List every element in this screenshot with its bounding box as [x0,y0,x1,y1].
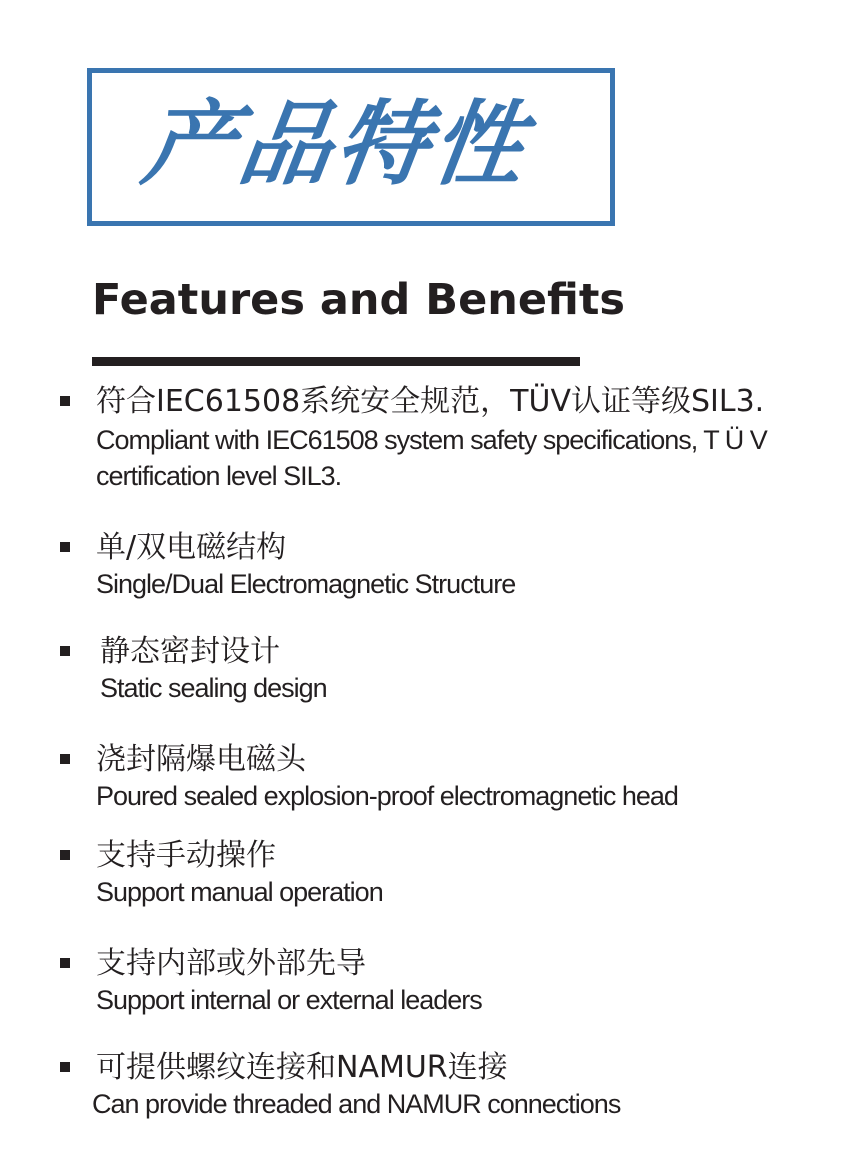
feature-cn-label: 浇封隔爆电磁头 [96,742,306,777]
bullet-icon [60,958,70,968]
bullet-icon [60,1062,70,1072]
title-box [87,68,615,226]
feature-cn-label: 单/双电磁结构 [96,530,287,565]
feature-en-label: Support internal or external leaders [96,985,482,1015]
title-underline [92,357,580,366]
feature-cn-label: 静态密封设计 [100,634,280,669]
feature-en-label: Static sealing design [100,673,327,703]
feature-en-label: Support manual operation [96,877,383,907]
page-title-chinese: 产品特性 [136,91,536,198]
feature-en-label: Single/Dual Electromagnetic Structure [96,569,516,599]
feature-cn-label: 符合IEC61508系统安全规范，TÜV认证等级SIL3. [96,384,765,419]
bullet-icon [60,396,70,406]
bullet-icon [60,646,70,656]
feature-en-label: Compliant with IEC61508 system safety specifications, T Ü V certification level SIL3. [96,425,767,491]
feature-cn-label: 支持手动操作 [96,838,276,873]
feature-en-label: Can provide threaded and NAMUR connections [92,1089,621,1119]
feature-en-label: Poured sealed explosion-proof electromagnetic head [96,781,678,811]
feature-cn-label: 支持内部或外部先导 [96,946,366,981]
feature-cn-label: 可提供螺纹连接和NAMUR连接 [96,1050,508,1085]
bullet-icon [60,754,70,764]
bullet-icon [60,850,70,860]
page-title-english: Features and Benefits [92,275,626,325]
bullet-icon [60,542,70,552]
